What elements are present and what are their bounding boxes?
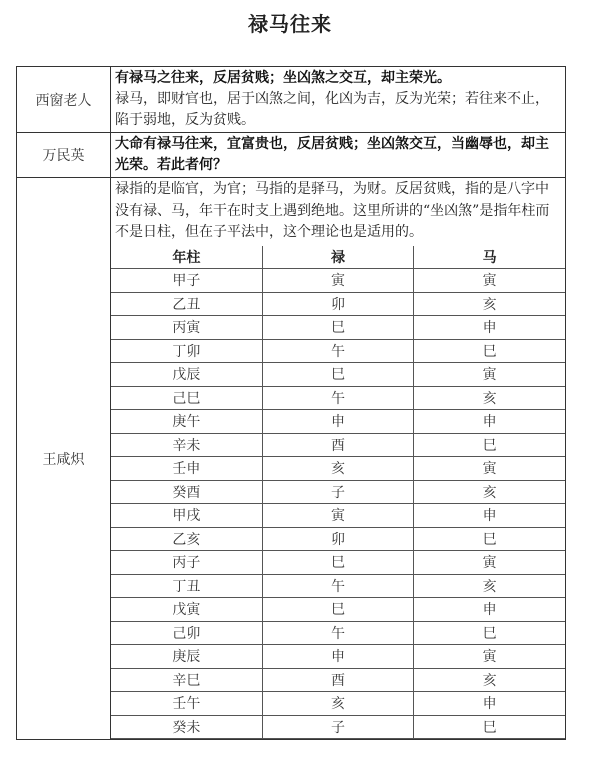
cell-year-pillar: 癸未 [111,715,262,739]
section-commentary: 大命有禄马往来，宜富贵也，反居贫贱；坐凶煞交互，当幽辱也，却主光荣。若此者何？ [115,136,549,173]
table-row [111,668,565,692]
section-row-wangxianchi [17,178,566,740]
cell-ma: 亥 [414,292,565,316]
cell-lu: 寅 [262,504,413,528]
cell-ma: 寅 [414,457,565,481]
table-row [111,645,565,669]
table-row [111,433,565,457]
cell-ma: 巳 [414,433,565,457]
section-body [111,178,566,740]
cell-ma: 亥 [414,574,565,598]
cell-ma: 寅 [414,551,565,575]
table-row [111,410,565,434]
cell-ma: 申 [414,504,565,528]
header-year-pillar: 年柱 [111,246,262,269]
cell-year-pillar: 辛巳 [111,668,262,692]
cell-year-pillar: 壬午 [111,692,262,716]
cell-year-pillar: 丁卯 [111,339,262,363]
section-commentary: 禄马，即财官也，居于凶煞之间，化凶为吉，反为光荣；若往来不止，陷于弱地，反为贫贱。 [115,91,549,128]
cell-lu: 亥 [262,692,413,716]
cell-ma: 寅 [414,645,565,669]
cell-lu: 卯 [262,292,413,316]
cell-year-pillar: 丁丑 [111,574,262,598]
table-row [111,621,565,645]
table-row [111,692,565,716]
cell-year-pillar: 壬申 [111,457,262,481]
cell-lu: 亥 [262,457,413,481]
cell-year-pillar: 甲子 [111,269,262,293]
cell-year-pillar: 丙子 [111,551,262,575]
table-row [111,316,565,340]
cell-lu: 午 [262,339,413,363]
table-row [111,339,565,363]
cell-lu: 卯 [262,527,413,551]
table-row [111,457,565,481]
cell-year-pillar: 庚午 [111,410,262,434]
section-commentary: 禄指的是临官，为官；马指的是驿马，为财。反居贫贱，指的是八字中没有禄、马，年干在时支上遇到绝地。这里所讲的“坐凶煞”是指年柱而不是日柱，但在子平法中，这个理论也是适用的。 [115,181,550,240]
cell-year-pillar: 己卯 [111,621,262,645]
cell-lu: 子 [262,715,413,739]
cell-ma: 申 [414,410,565,434]
table-row [111,598,565,622]
cell-year-pillar: 乙亥 [111,527,262,551]
cell-year-pillar: 己巳 [111,386,262,410]
table-row [111,574,565,598]
table-row [111,504,565,528]
cell-ma: 巳 [414,339,565,363]
cell-lu: 酉 [262,668,413,692]
table-row [111,363,565,387]
cell-ma: 亥 [414,668,565,692]
table-row [111,386,565,410]
cell-ma: 申 [414,692,565,716]
table-row [111,715,565,739]
cell-ma: 寅 [414,363,565,387]
cell-year-pillar: 癸酉 [111,480,262,504]
table-row [111,292,565,316]
table-header-row [111,246,565,269]
cell-year-pillar: 甲戌 [111,504,262,528]
section-author: 西窗老人 [17,67,111,133]
header-lu: 禄 [262,246,413,269]
section-author: 王咸炽 [17,178,111,740]
cell-ma: 申 [414,598,565,622]
table-row [111,480,565,504]
cell-lu: 申 [262,410,413,434]
cell-lu: 午 [262,574,413,598]
section-text [111,67,566,133]
section-text [111,133,566,178]
section-quote: 有禄马之往来，反居贫贱；坐凶煞之交互，却主荣光。 [115,70,451,86]
section-author: 万民英 [17,133,111,178]
cell-year-pillar: 庚辰 [111,645,262,669]
cell-year-pillar: 戊寅 [111,598,262,622]
cell-ma: 巳 [414,621,565,645]
cell-lu: 巳 [262,363,413,387]
cell-lu: 子 [262,480,413,504]
table-row [111,551,565,575]
cell-ma: 申 [414,316,565,340]
cell-lu: 酉 [262,433,413,457]
cell-ma: 寅 [414,269,565,293]
cell-ma: 巳 [414,715,565,739]
cell-ma: 亥 [414,386,565,410]
lu-ma-table [111,246,565,740]
cell-year-pillar: 戊辰 [111,363,262,387]
cell-lu: 巳 [262,551,413,575]
section-row-wanminying [17,133,566,178]
cell-year-pillar: 辛未 [111,433,262,457]
cell-lu: 巳 [262,598,413,622]
table-row [111,269,565,293]
cell-lu: 寅 [262,269,413,293]
cell-year-pillar: 丙寅 [111,316,262,340]
cell-lu: 午 [262,386,413,410]
cell-lu: 巳 [262,316,413,340]
cell-lu: 申 [262,645,413,669]
header-ma: 马 [414,246,565,269]
cell-ma: 亥 [414,480,565,504]
cell-year-pillar: 乙丑 [111,292,262,316]
page-title: 禄马往来 [248,12,332,36]
section-row-xichuang [17,67,566,133]
cell-lu: 午 [262,621,413,645]
commentary-table [16,66,566,740]
cell-ma: 巳 [414,527,565,551]
table-row [111,527,565,551]
